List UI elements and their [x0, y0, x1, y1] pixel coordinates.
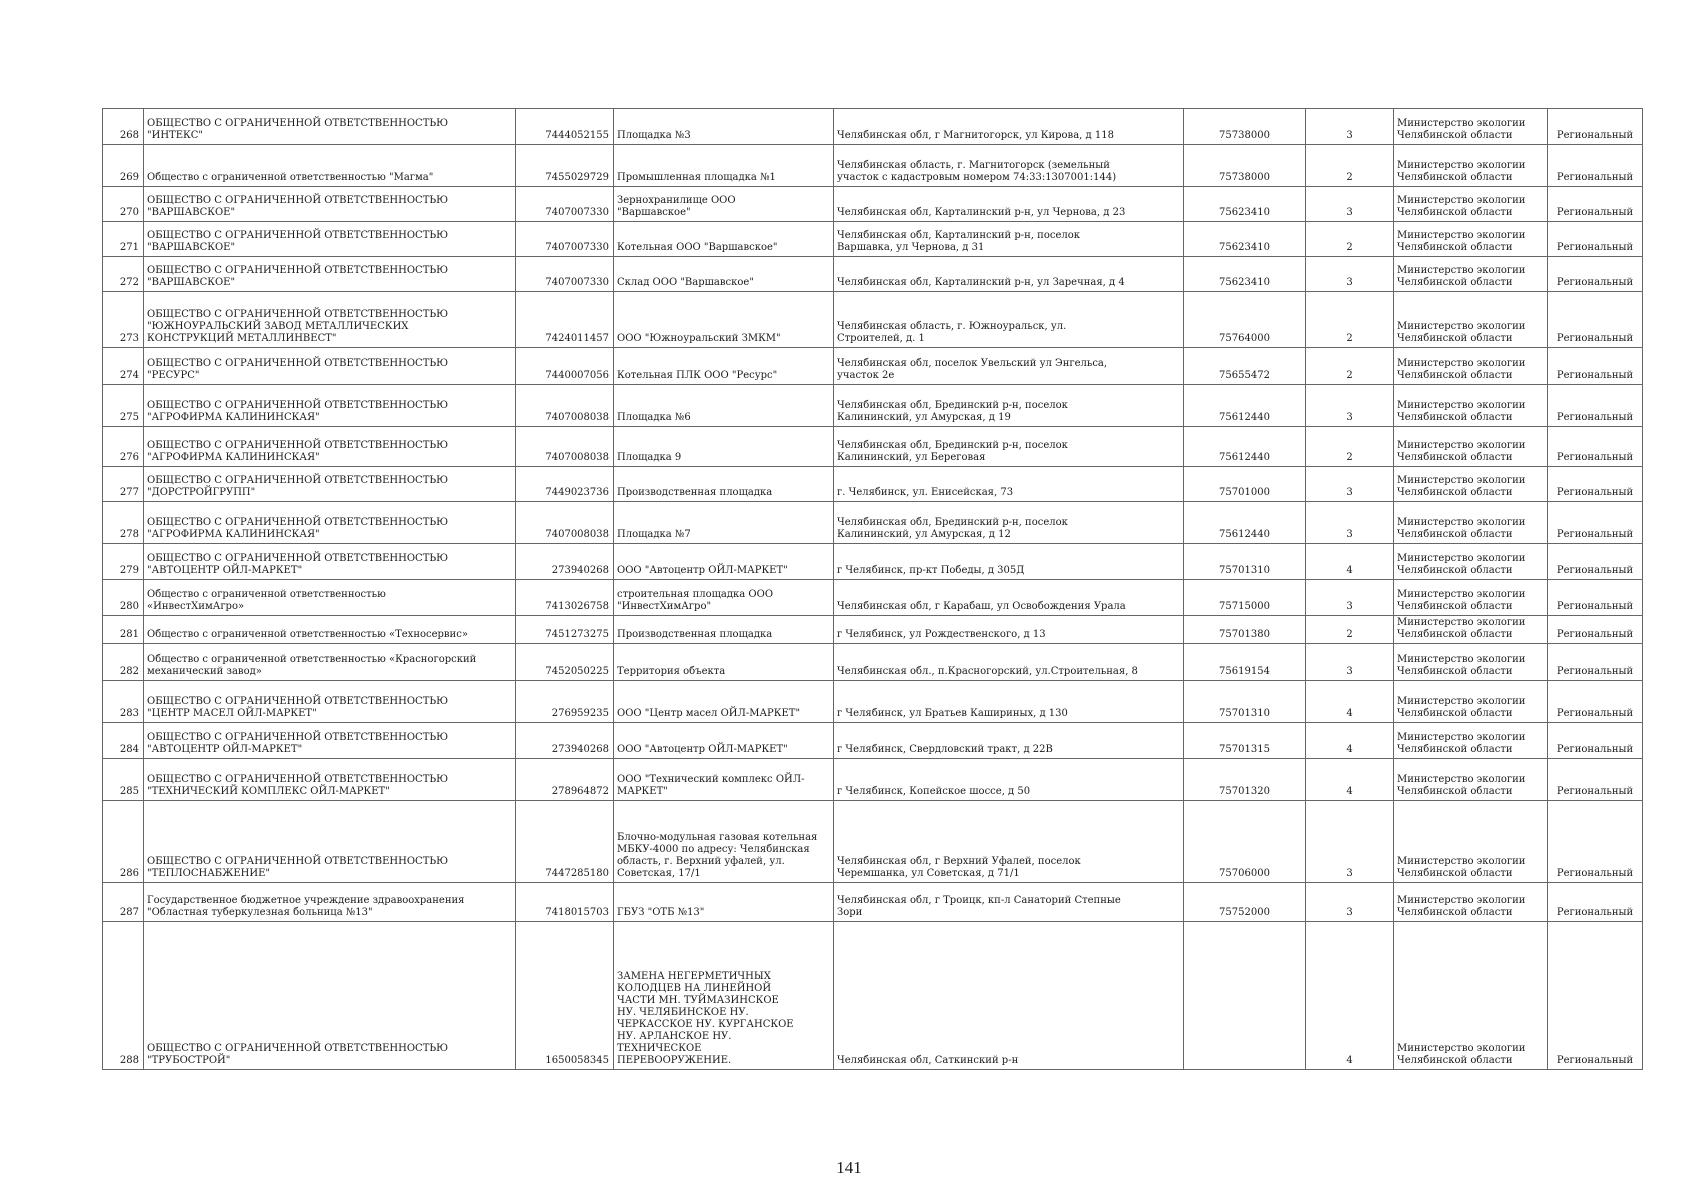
row-number-cell: 268: [103, 109, 144, 145]
organization-name-cell: ОБЩЕСТВО С ОГРАНИЧЕННОЙ ОТВЕТСТВЕННОСТЬЮ "ЦЕНТР МАСЕЛ ОЙЛ-МАРКЕТ": [144, 681, 516, 723]
row-number-cell: 270: [103, 187, 144, 222]
object-name-cell: Территория объекта: [614, 644, 834, 681]
supervision-level-cell: Региональный: [1548, 922, 1643, 1070]
table-row: [103, 145, 1643, 187]
object-address-cell: Челябинская обл, г Карабаш, ул Освобождения Урала: [834, 580, 1184, 616]
object-name-cell: ГБУЗ "ОТБ №13": [614, 883, 834, 922]
supervising-authority-cell: Министерство экологии Челябинской области: [1394, 348, 1548, 385]
inn-cell: 7447285180: [516, 801, 614, 883]
table-row: [103, 723, 1643, 759]
object-category-cell: 2: [1306, 616, 1394, 644]
object-address-cell: Челябинская обл, Карталинский р-н, ул Чернова, д 23: [834, 187, 1184, 222]
supervision-level-cell: Региональный: [1548, 616, 1643, 644]
object-category-cell: 2: [1306, 222, 1394, 257]
organization-name-cell: ОБЩЕСТВО С ОГРАНИЧЕННОЙ ОТВЕТСТВЕННОСТЬЮ "ТРУБОСТРОЙ": [144, 922, 516, 1070]
organization-name-cell: ОБЩЕСТВО С ОГРАНИЧЕННОЙ ОТВЕТСТВЕННОСТЬЮ "ВАРШАВСКОЕ": [144, 187, 516, 222]
table-row: [103, 187, 1643, 222]
oktmo-code-cell: 75701320: [1184, 759, 1306, 801]
supervision-level-cell: Региональный: [1548, 544, 1643, 580]
inn-cell: 7407008038: [516, 385, 614, 427]
oktmo-code-cell: 75612440: [1184, 385, 1306, 427]
object-address-cell: Челябинская обл, Брединский р-н, поселок Калининский, ул Амурская, д 19: [834, 385, 1184, 427]
organization-name-cell: ОБЩЕСТВО С ОГРАНИЧЕННОЙ ОТВЕТСТВЕННОСТЬЮ "ВАРШАВСКОЕ": [144, 222, 516, 257]
inn-cell: 7451273275: [516, 616, 614, 644]
object-name-cell: Производственная площадка: [614, 467, 834, 502]
object-address-cell: Челябинская обл, г Магнитогорск, ул Кирова, д 118: [834, 109, 1184, 145]
oktmo-code-cell: 75738000: [1184, 109, 1306, 145]
row-number-cell: 277: [103, 467, 144, 502]
object-category-cell: 3: [1306, 257, 1394, 292]
supervising-authority-cell: Министерство экологии Челябинской области: [1394, 502, 1548, 544]
row-number-cell: 279: [103, 544, 144, 580]
object-name-cell: Площадка №6: [614, 385, 834, 427]
object-category-cell: 4: [1306, 759, 1394, 801]
supervising-authority-cell: Министерство экологии Челябинской области: [1394, 145, 1548, 187]
organization-name-cell: Государственное бюджетное учреждение здравоохранения "Областная туберкулезная больница №13": [144, 883, 516, 922]
organization-name-cell: ОБЩЕСТВО С ОГРАНИЧЕННОЙ ОТВЕТСТВЕННОСТЬЮ "ИНТЕКС": [144, 109, 516, 145]
object-name-cell: ООО "Автоцентр ОЙЛ-МАРКЕТ": [614, 723, 834, 759]
object-address-cell: Челябинская область, г. Магнитогорск (земельный участок с кадастровым номером 74:33:1307001:144): [834, 145, 1184, 187]
object-address-cell: Челябинская обл, г Троицк, кп-л Санаторий Степные Зори: [834, 883, 1184, 922]
oktmo-code-cell: 75612440: [1184, 502, 1306, 544]
supervising-authority-cell: Министерство экологии Челябинской области: [1394, 292, 1548, 348]
object-address-cell: г Челябинск, Копейское шоссе, д 50: [834, 759, 1184, 801]
row-number-cell: 272: [103, 257, 144, 292]
inn-cell: 276959235: [516, 681, 614, 723]
object-name-cell: Блочно-модульная газовая котельная МБКУ-4000 по адресу: Челябинская область, г. Верхний уфалей, ул. Советская, 17/1: [614, 801, 834, 883]
inn-cell: 7449023736: [516, 467, 614, 502]
supervision-level-cell: Региональный: [1548, 222, 1643, 257]
object-address-cell: Челябинская обл, Карталинский р-н, поселок Варшавка, ул Чернова, д 31: [834, 222, 1184, 257]
object-address-cell: Челябинская обл, Брединский р-н, поселок Калининский, ул Береговая: [834, 427, 1184, 467]
supervision-level-cell: Региональный: [1548, 145, 1643, 187]
row-number-cell: 281: [103, 616, 144, 644]
object-name-cell: Площадка 9: [614, 427, 834, 467]
row-number-cell: 284: [103, 723, 144, 759]
oktmo-code-cell: 75701380: [1184, 616, 1306, 644]
object-category-cell: 3: [1306, 883, 1394, 922]
table-row: [103, 348, 1643, 385]
table-row: [103, 257, 1643, 292]
organization-name-cell: ОБЩЕСТВО С ОГРАНИЧЕННОЙ ОТВЕТСТВЕННОСТЬЮ "ЮЖНОУРАЛЬСКИЙ ЗАВОД МЕТАЛЛИЧЕСКИХ КОНСТРУКЦИЙ МЕТАЛЛИНВЕСТ": [144, 292, 516, 348]
row-number-cell: 274: [103, 348, 144, 385]
table-row: [103, 502, 1643, 544]
organization-name-cell: ОБЩЕСТВО С ОГРАНИЧЕННОЙ ОТВЕТСТВЕННОСТЬЮ "АВТОЦЕНТР ОЙЛ-МАРКЕТ": [144, 544, 516, 580]
supervising-authority-cell: Министерство экологии Челябинской области: [1394, 257, 1548, 292]
object-address-cell: г Челябинск, ул Братьев Кашириных, д 130: [834, 681, 1184, 723]
object-category-cell: 3: [1306, 385, 1394, 427]
row-number-cell: 275: [103, 385, 144, 427]
supervising-authority-cell: Министерство экологии Челябинской области: [1394, 616, 1548, 644]
row-number-cell: 287: [103, 883, 144, 922]
object-address-cell: Челябинская обл, поселок Увельский ул Энгельса, участок 2е: [834, 348, 1184, 385]
object-address-cell: Челябинская обл, Брединский р-н, поселок Калининский, ул Амурская, д 12: [834, 502, 1184, 544]
object-category-cell: 2: [1306, 427, 1394, 467]
organization-name-cell: ОБЩЕСТВО С ОГРАНИЧЕННОЙ ОТВЕТСТВЕННОСТЬЮ "ТЕПЛОСНАБЖЕНИЕ": [144, 801, 516, 883]
inn-cell: 7455029729: [516, 145, 614, 187]
supervising-authority-cell: Министерство экологии Челябинской области: [1394, 580, 1548, 616]
inn-cell: 273940268: [516, 544, 614, 580]
table-row: [103, 385, 1643, 427]
inn-cell: 7418015703: [516, 883, 614, 922]
inn-cell: 278964872: [516, 759, 614, 801]
supervision-level-cell: Региональный: [1548, 580, 1643, 616]
inn-cell: 7452050225: [516, 644, 614, 681]
row-number-cell: 271: [103, 222, 144, 257]
oktmo-code-cell: 75738000: [1184, 145, 1306, 187]
inn-cell: 7424011457: [516, 292, 614, 348]
object-category-cell: 3: [1306, 580, 1394, 616]
object-name-cell: Площадка №7: [614, 502, 834, 544]
supervision-level-cell: Региональный: [1548, 187, 1643, 222]
row-number-cell: 286: [103, 801, 144, 883]
inn-cell: 7407007330: [516, 222, 614, 257]
inn-cell: 7407008038: [516, 427, 614, 467]
supervision-level-cell: Региональный: [1548, 292, 1643, 348]
object-name-cell: ООО "Центр масел ОЙЛ-МАРКЕТ": [614, 681, 834, 723]
supervision-level-cell: Региональный: [1548, 723, 1643, 759]
object-category-cell: 4: [1306, 723, 1394, 759]
inn-cell: 7413026758: [516, 580, 614, 616]
row-number-cell: 280: [103, 580, 144, 616]
organization-name-cell: ОБЩЕСТВО С ОГРАНИЧЕННОЙ ОТВЕТСТВЕННОСТЬЮ "ВАРШАВСКОЕ": [144, 257, 516, 292]
supervising-authority-cell: Министерство экологии Челябинской области: [1394, 109, 1548, 145]
row-number-cell: 285: [103, 759, 144, 801]
object-address-cell: г. Челябинск, ул. Енисейская, 73: [834, 467, 1184, 502]
supervision-level-cell: Региональный: [1548, 467, 1643, 502]
object-category-cell: 3: [1306, 801, 1394, 883]
oktmo-code-cell: 75619154: [1184, 644, 1306, 681]
inn-cell: 7444052155: [516, 109, 614, 145]
object-name-cell: Склад ООО "Варшавское": [614, 257, 834, 292]
table-row: [103, 544, 1643, 580]
oktmo-code-cell: 75623410: [1184, 222, 1306, 257]
object-address-cell: г Челябинск, пр-кт Победы, д 305Д: [834, 544, 1184, 580]
object-name-cell: строительная площадка ООО "ИнвестХимАгро": [614, 580, 834, 616]
oktmo-code-cell: 75701310: [1184, 544, 1306, 580]
oktmo-code-cell: 75706000: [1184, 801, 1306, 883]
organization-name-cell: ОБЩЕСТВО С ОГРАНИЧЕННОЙ ОТВЕТСТВЕННОСТЬЮ "РЕСУРС": [144, 348, 516, 385]
supervising-authority-cell: Министерство экологии Челябинской области: [1394, 801, 1548, 883]
oktmo-code-cell: 75701000: [1184, 467, 1306, 502]
supervision-level-cell: Региональный: [1548, 109, 1643, 145]
object-category-cell: 3: [1306, 467, 1394, 502]
inn-cell: 7407007330: [516, 187, 614, 222]
object-address-cell: г Челябинск, Свердловский тракт, д 22В: [834, 723, 1184, 759]
object-address-cell: г Челябинск, ул Рождественского, д 13: [834, 616, 1184, 644]
organization-name-cell: ОБЩЕСТВО С ОГРАНИЧЕННОЙ ОТВЕТСТВЕННОСТЬЮ "АГРОФИРМА КАЛИНИНСКАЯ": [144, 427, 516, 467]
row-number-cell: 273: [103, 292, 144, 348]
supervising-authority-cell: Министерство экологии Челябинской области: [1394, 544, 1548, 580]
object-name-cell: ООО "Южноуральский ЗМКМ": [614, 292, 834, 348]
inn-cell: 273940268: [516, 723, 614, 759]
organization-name-cell: ОБЩЕСТВО С ОГРАНИЧЕННОЙ ОТВЕТСТВЕННОСТЬЮ "АГРОФИРМА КАЛИНИНСКАЯ": [144, 502, 516, 544]
table-row: [103, 109, 1643, 145]
object-address-cell: Челябинская обл, Саткинский р-н: [834, 922, 1184, 1070]
object-name-cell: Площадка №3: [614, 109, 834, 145]
row-number-cell: 283: [103, 681, 144, 723]
supervising-authority-cell: Министерство экологии Челябинской области: [1394, 759, 1548, 801]
oktmo-code-cell: 75612440: [1184, 427, 1306, 467]
supervision-level-cell: Региональный: [1548, 427, 1643, 467]
supervision-level-cell: Региональный: [1548, 385, 1643, 427]
supervision-level-cell: Региональный: [1548, 644, 1643, 681]
supervising-authority-cell: Министерство экологии Челябинской области: [1394, 681, 1548, 723]
object-category-cell: 3: [1306, 109, 1394, 145]
organization-name-cell: Общество с ограниченной ответственностью «Красногорский механический завод»: [144, 644, 516, 681]
table-row: [103, 644, 1643, 681]
supervision-level-cell: Региональный: [1548, 883, 1643, 922]
supervising-authority-cell: Министерство экологии Челябинской области: [1394, 427, 1548, 467]
object-address-cell: Челябинская область, г. Южноуральск, ул. Строителей, д. 1: [834, 292, 1184, 348]
oktmo-code-cell: 75655472: [1184, 348, 1306, 385]
organization-name-cell: ОБЩЕСТВО С ОГРАНИЧЕННОЙ ОТВЕТСТВЕННОСТЬЮ "АГРОФИРМА КАЛИНИНСКАЯ": [144, 385, 516, 427]
row-number-cell: 276: [103, 427, 144, 467]
object-category-cell: 2: [1306, 292, 1394, 348]
oktmo-code-cell: [1184, 922, 1306, 1070]
organization-name-cell: Общество с ограниченной ответственностью «Техносервис»: [144, 616, 516, 644]
supervising-authority-cell: Министерство экологии Челябинской области: [1394, 467, 1548, 502]
table-row: [103, 467, 1643, 502]
table-row: [103, 801, 1643, 883]
registry-table: [102, 108, 1643, 1070]
object-address-cell: Челябинская обл, г Верхний Уфалей, поселок Черемшанка, ул Советская, д 71/1: [834, 801, 1184, 883]
organization-name-cell: ОБЩЕСТВО С ОГРАНИЧЕННОЙ ОТВЕТСТВЕННОСТЬЮ "АВТОЦЕНТР ОЙЛ-МАРКЕТ": [144, 723, 516, 759]
table-row: [103, 427, 1643, 467]
oktmo-code-cell: 75764000: [1184, 292, 1306, 348]
table-row: [103, 292, 1643, 348]
supervising-authority-cell: Министерство экологии Челябинской области: [1394, 922, 1548, 1070]
organization-name-cell: ОБЩЕСТВО С ОГРАНИЧЕННОЙ ОТВЕТСТВЕННОСТЬЮ "ДОРСТРОЙГРУПП": [144, 467, 516, 502]
object-category-cell: 3: [1306, 644, 1394, 681]
table-row: [103, 922, 1643, 1070]
row-number-cell: 269: [103, 145, 144, 187]
table-row: [103, 759, 1643, 801]
page-number: 141: [836, 1158, 862, 1177]
supervising-authority-cell: Министерство экологии Челябинской области: [1394, 385, 1548, 427]
supervising-authority-cell: Министерство экологии Челябинской области: [1394, 187, 1548, 222]
organization-name-cell: Общество с ограниченной ответственностью "Магма": [144, 145, 516, 187]
supervision-level-cell: Региональный: [1548, 801, 1643, 883]
supervising-authority-cell: Министерство экологии Челябинской области: [1394, 883, 1548, 922]
supervising-authority-cell: Министерство экологии Челябинской области: [1394, 644, 1548, 681]
object-category-cell: 3: [1306, 187, 1394, 222]
object-address-cell: Челябинская обл, Карталинский р-н, ул Заречная, д 4: [834, 257, 1184, 292]
row-number-cell: 278: [103, 502, 144, 544]
object-category-cell: 4: [1306, 681, 1394, 723]
table-row: [103, 616, 1643, 644]
row-number-cell: 288: [103, 922, 144, 1070]
row-number-cell: 282: [103, 644, 144, 681]
object-category-cell: 2: [1306, 348, 1394, 385]
table-row: [103, 222, 1643, 257]
object-name-cell: Производственная площадка: [614, 616, 834, 644]
supervising-authority-cell: Министерство экологии Челябинской области: [1394, 222, 1548, 257]
supervision-level-cell: Региональный: [1548, 759, 1643, 801]
inn-cell: 7407007330: [516, 257, 614, 292]
supervision-level-cell: Региональный: [1548, 257, 1643, 292]
table-row: [103, 580, 1643, 616]
inn-cell: 7407008038: [516, 502, 614, 544]
supervision-level-cell: Региональный: [1548, 681, 1643, 723]
object-name-cell: Котельная ПЛК ООО "Ресурс": [614, 348, 834, 385]
oktmo-code-cell: 75623410: [1184, 187, 1306, 222]
oktmo-code-cell: 75701310: [1184, 681, 1306, 723]
object-name-cell: Котельная ООО "Варшавское": [614, 222, 834, 257]
object-name-cell: ЗАМЕНА НЕГЕРМЕТИЧНЫХ КОЛОДЦЕВ НА ЛИНЕЙНОЙ ЧАСТИ МН. ТУЙМАЗИНСКОЕ НУ. ЧЕЛЯБИНСКОЕ НУ. ЧЕРКАССКОЕ НУ. КУРГАНСКОЕ НУ. АРЛАНСКОЕ НУ. ТЕХНИЧЕСКОЕ ПЕРЕВООРУЖЕНИЕ.: [614, 922, 834, 1070]
inn-cell: 7440007056: [516, 348, 614, 385]
object-name-cell: ООО "Технический комплекс ОЙЛ- МАРКЕТ": [614, 759, 834, 801]
object-name-cell: Промышленная площадка №1: [614, 145, 834, 187]
inn-cell: 1650058345: [516, 922, 614, 1070]
supervision-level-cell: Региональный: [1548, 502, 1643, 544]
table-row: [103, 681, 1643, 723]
supervision-level-cell: Региональный: [1548, 348, 1643, 385]
table-row: [103, 883, 1643, 922]
object-name-cell: Зернохранилище ООО "Варшавское": [614, 187, 834, 222]
table-body: [103, 109, 1643, 1070]
oktmo-code-cell: 75623410: [1184, 257, 1306, 292]
object-category-cell: 4: [1306, 544, 1394, 580]
organization-name-cell: ОБЩЕСТВО С ОГРАНИЧЕННОЙ ОТВЕТСТВЕННОСТЬЮ "ТЕХНИЧЕСКИЙ КОМПЛЕКС ОЙЛ-МАРКЕТ": [144, 759, 516, 801]
object-category-cell: 3: [1306, 502, 1394, 544]
object-category-cell: 2: [1306, 145, 1394, 187]
supervising-authority-cell: Министерство экологии Челябинской области: [1394, 723, 1548, 759]
object-name-cell: ООО "Автоцентр ОЙЛ-МАРКЕТ": [614, 544, 834, 580]
oktmo-code-cell: 75715000: [1184, 580, 1306, 616]
oktmo-code-cell: 75701315: [1184, 723, 1306, 759]
oktmo-code-cell: 75752000: [1184, 883, 1306, 922]
organization-name-cell: Общество с ограниченной ответственностью «ИнвестХимАгро»: [144, 580, 516, 616]
object-address-cell: Челябинская обл., п.Красногорский, ул.Строительная, 8: [834, 644, 1184, 681]
object-category-cell: 4: [1306, 922, 1394, 1070]
